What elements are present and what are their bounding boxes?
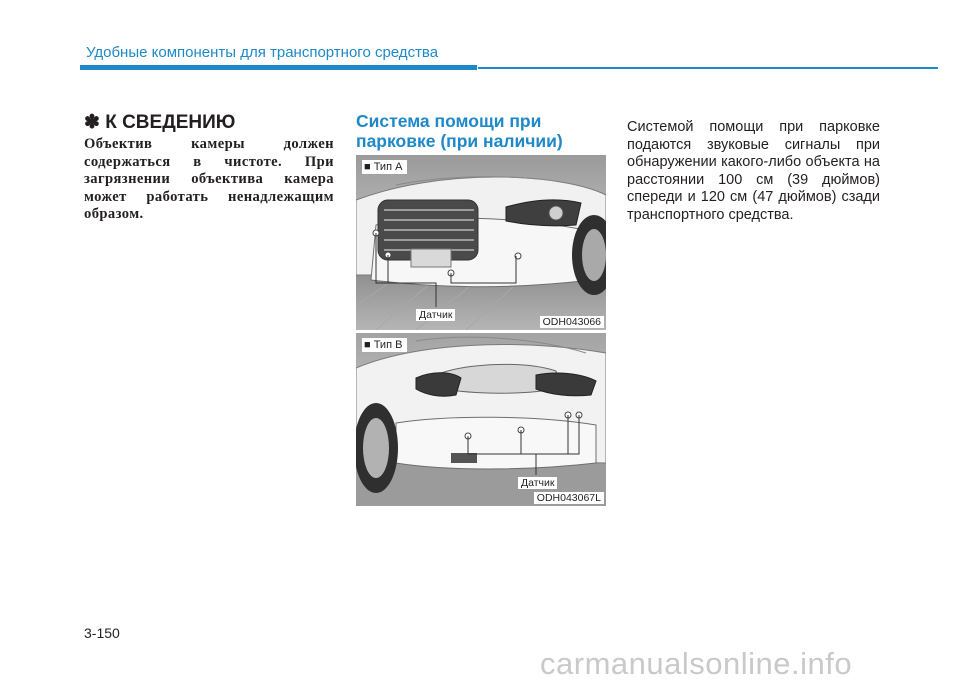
figure-a-sensor-label: Датчик	[416, 309, 455, 321]
notice-text: Объектив камеры должен содержаться в чистоте. При загрязнении объектива камера может работать ненадлежащим образом.	[84, 136, 334, 223]
section-body-text: Системой помощи при парковке подаются звуковые сигналы при обнаружении какого-либо объекта на расстоянии 100 см (39 дюймов) спереди и 120 см (47 дюймов) сзади транспортного средства.	[627, 119, 880, 223]
figure-front-sensors	[356, 155, 606, 330]
page-number: 3-150	[84, 625, 120, 641]
figure-a-code: ODH043066	[540, 316, 604, 328]
figure-b-sensor-label: Датчик	[518, 477, 557, 489]
chapter-header-title: Удобные компоненты для транспортного средства	[86, 44, 439, 61]
watermark-text: carmanualsonline.info	[540, 646, 853, 681]
notice-title: ✽ К СВЕДЕНИЮ	[84, 112, 236, 133]
front-car-illustration	[356, 155, 606, 330]
section-title: Система помощи при парковке (при наличии)	[356, 111, 563, 151]
figure-a-type-label: ■ Тип A	[362, 160, 407, 174]
figure-b-code: ODH043067L	[534, 492, 604, 504]
figure-rear-sensors	[356, 333, 606, 506]
figure-b-type-label: ■ Тип B	[362, 338, 407, 352]
header-rule-thin	[478, 67, 938, 69]
rear-car-illustration	[356, 333, 606, 506]
header-rule-thick	[80, 65, 477, 70]
